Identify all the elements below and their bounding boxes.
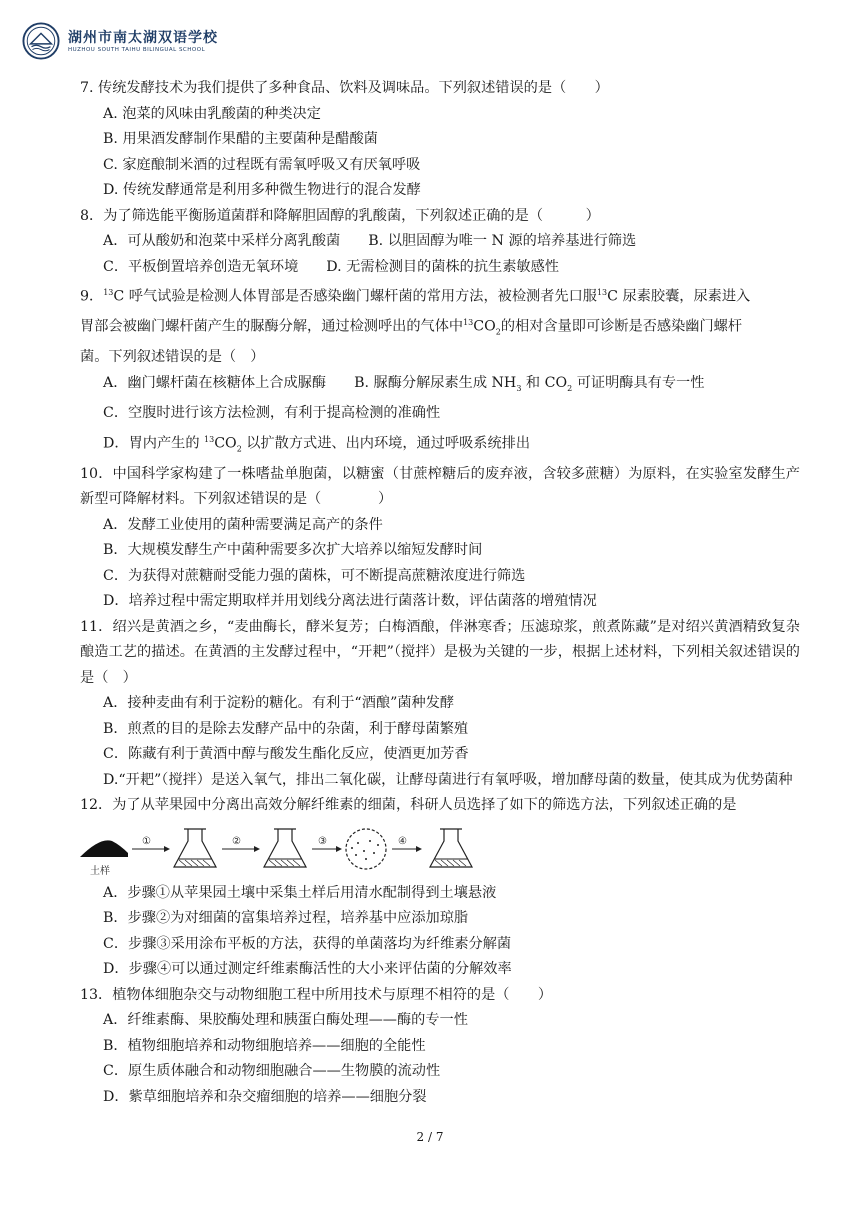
flask-2 <box>264 829 306 867</box>
q9-text-3: 胃部会被幽门螺杆菌产生的脲酶分解，通过检测呼出的气体中 <box>80 318 464 335</box>
q9-option-d-text-3: 以扩散方式进、出内环境，通过呼吸系统排出 <box>241 435 531 452</box>
q8-option-d: D. 无需检测目的菌株的抗生素敏感性 <box>326 258 559 275</box>
q9-option-b-text-2: 和 CO <box>521 374 568 391</box>
school-logo-icon <box>22 22 60 60</box>
q9-stem-line-2 <box>80 310 800 345</box>
q9-isotope: 13 <box>103 288 114 297</box>
q12-option-b: B．步骤②为对细菌的富集培养过程，培养基中应添加琼脂 <box>103 910 469 927</box>
petri-plate <box>346 829 386 869</box>
q9-text-4: CO <box>473 318 496 335</box>
flask-1 <box>174 829 216 867</box>
q13-option-d: D．紫草细胞培养和杂交瘤细胞的培养——细胞分裂 <box>103 1088 427 1105</box>
q9-option-a: A．幽门螺杆菌在核糖体上合成脲酶 <box>103 374 327 391</box>
q8-options-row-2 <box>80 255 800 281</box>
q12-option-a: A．步骤①从苹果园土壤中采集土样后用清水配制得到土壤悬液 <box>103 884 497 901</box>
q11-stem: 11．绍兴是黄酒之乡，“麦曲酶长，酵米复芳；白梅酒酿，伴淋寒香；压滤琼浆，煎煮陈藏”是对绍兴黄酒精致复杂酿造工艺的描述。在黄酒的主发酵过程中，“开耙”（搅拌）是极为关键的一步，根据上述材料，下列相关叙述错误的是（ ） <box>80 618 800 686</box>
q12-stem: 12．为了从苹果园中分离出高效分解纤维素的细菌，科研人员选择了如下的筛选方法，下列叙述正确的是 <box>80 797 737 814</box>
q9-option-b <box>354 371 704 401</box>
q9-text-2: C 尿素胶囊，尿素进入 <box>607 288 751 305</box>
step-4-label: ④ <box>398 835 407 847</box>
q7-option-c: C. 家庭酿制米酒的过程既有需氧呼吸又有厌氧呼吸 <box>103 156 421 173</box>
q8-option-c: C．平板倒置培养创造无氧环境 <box>103 258 299 275</box>
q8-option-b: B. 以胆固醇为唯一 N 源的培养基进行筛选 <box>368 233 637 249</box>
q13-option-a: A．纤维素酶、果胶酶处理和胰蛋白酶处理——酶的专一性 <box>103 1012 468 1029</box>
q9-option-c: C．空腹时进行该方法检测，有利于提高检测的准确性 <box>103 405 441 422</box>
q10-option-c: C．为获得对蔗糖耐受能力强的菌株，可不断提高蔗糖浓度进行筛选 <box>103 567 526 584</box>
q9-option-d <box>80 427 800 462</box>
q9-option-d-text-1: D．胃内产生的 <box>103 435 205 452</box>
q10-option-d: D．培养过程中需定期取样并用划线分离法进行菌落计数，评估菌落的增殖情况 <box>103 593 597 610</box>
q9-isotope-3: 13 <box>463 318 474 328</box>
step-2-label: ② <box>232 835 241 847</box>
q9-option-d-text-2: CO <box>214 435 237 452</box>
q11-option-d: D.“开耙”（搅拌）是送入氧气，排出二氧化碳，让酵母菌进行有氧呼吸，增加酵母菌的数量，使其成为优势菌种 <box>103 771 793 788</box>
q9-text-1: C 呼气试验是检测人体胃部是否感染幽门螺杆菌的常用方法，被检测者先口服 <box>113 288 597 305</box>
q7-stem: 7. 传统发酵技术为我们提供了多种食品、饮料及调味品。下列叙述错误的是（ ） <box>80 80 609 96</box>
soil-label: 土样 <box>90 865 110 877</box>
q9-number: 9． <box>80 288 104 305</box>
q9-option-b-text-1: B. 脲酶分解尿素生成 NH <box>354 374 517 391</box>
q9-option-d-sup: 13 <box>204 434 215 444</box>
q9-options-row-1 <box>80 371 800 401</box>
q10-stem: 10．中国科学家构建了一株嗜盐单胞菌，以糖蜜（甘蔗榨糖后的废弃液，含较多蔗糖）为原料，在实验室发酵生产新型可降解材料。下列叙述错误的是（ ） <box>80 465 800 508</box>
soil-pile <box>80 840 128 857</box>
q9-text-5: 的相对含量即可诊断是否感染幽门螺杆 <box>500 318 743 335</box>
q11-option-b: B．煎煮的目的是除去发酵产品中的杂菌，利于酵母菌繁殖 <box>103 720 469 737</box>
q9-option-b-sub-1: 3 <box>516 383 522 393</box>
q11-option-a: A．接种麦曲有利于淀粉的糖化。有利于“酒酿”菌种发酵 <box>103 695 455 712</box>
q11-option-c: C．陈藏有利于黄酒中醇与酸发生酯化反应，使酒更加芳香 <box>103 746 469 763</box>
q13-option-b: B．植物细胞培养和动物细胞培养——细胞的全能性 <box>103 1037 426 1054</box>
q7-option-a: A. 泡菜的风味由乳酸菌的种类决定 <box>103 105 321 122</box>
q9-stem-line-3: 菌。下列叙述错误的是（ ） <box>80 349 265 366</box>
q7-option-b: B. 用果酒发酵制作果醋的主要菌种是醋酸菌 <box>103 131 378 147</box>
flask-3 <box>430 829 472 867</box>
q7-option-d: D. 传统发酵通常是利用多种微生物进行的混合发酵 <box>103 182 421 198</box>
q13-option-c: C．原生质体融合和动物细胞融合——生物膜的流动性 <box>103 1063 441 1080</box>
q8-option-a: A．可从酸奶和泡菜中采样分离乳酸菌 <box>103 233 341 249</box>
q12-screening-diagram <box>80 823 800 879</box>
q12-option-c: C．步骤③采用涂布平板的方法，获得的单菌落均为纤维素分解菌 <box>103 935 512 952</box>
school-name: 湖州市南太湖双语学校 <box>68 30 218 46</box>
q8-options-row-1 <box>80 229 800 255</box>
step-1-label: ① <box>142 835 151 847</box>
q12-diagram-svg <box>80 823 800 879</box>
q9-isotope-2: 13 <box>596 288 608 297</box>
q8-stem: 8．为了筛选能平衡肠道菌群和降解胆固醇的乳酸菌，下列叙述正确的是（ ） <box>80 207 600 224</box>
step-3-label: ③ <box>318 835 327 847</box>
q12-option-d: D．步骤④可以通过测定纤维素酶活性的大小来评估菌的分解效率 <box>103 961 512 978</box>
q9-option-b-text-3: 可证明酶具有专一性 <box>572 374 705 391</box>
q9-option-b-sub-2: 2 <box>567 383 573 393</box>
page-number: 2 / 7 <box>416 1130 444 1144</box>
page-header <box>22 22 218 60</box>
q10-option-b: B．大规模发酵生产中菌种需要多次扩大培养以缩短发酵时间 <box>103 542 483 559</box>
school-name-english: HUZHOU SOUTH TAIHU BILINGUAL SCHOOL <box>68 47 206 53</box>
q13-stem: 13．植物体细胞杂交与动物细胞工程中所用技术与原理不相符的是（ ） <box>80 986 553 1003</box>
q10-option-a: A．发酵工业使用的菌种需要满足高产的条件 <box>103 516 383 533</box>
q9-subscript: 2 <box>495 327 501 337</box>
q9-option-d-sub: 2 <box>236 444 242 454</box>
question-list <box>80 76 800 1110</box>
q9-stem-line-1 <box>80 280 800 310</box>
